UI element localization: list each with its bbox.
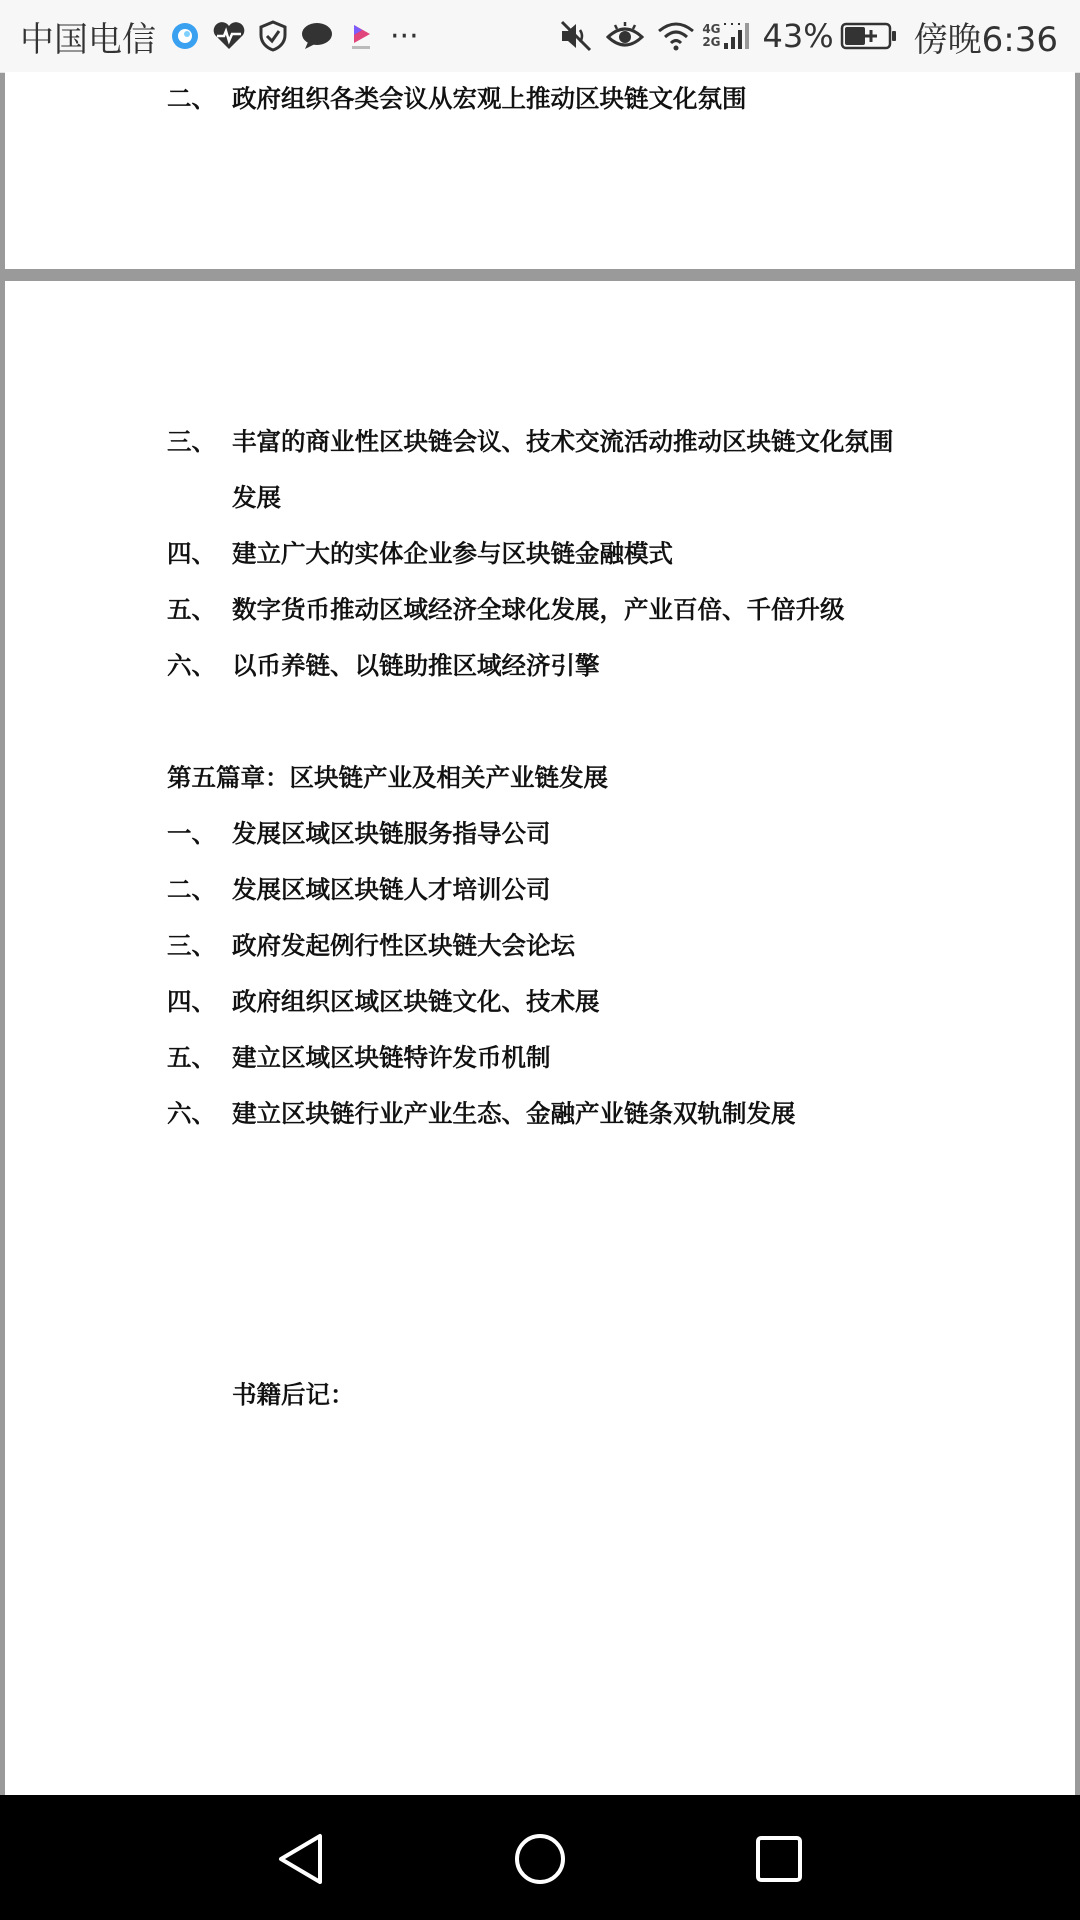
app-icon [170,21,200,51]
list-number: 四、 [167,539,216,568]
carrier-name: 中国电信 [20,19,156,60]
video-app-icon [346,20,376,52]
recents-button[interactable] [752,1832,806,1886]
chapter-title: 第五篇章：区块链产业及相关产业链发展 [167,763,608,792]
list-number: 五、 [167,595,216,624]
list-text: 数字货币推动区域经济全球化发展，产业百倍、千倍升级 [232,595,845,624]
home-icon [513,1832,567,1886]
battery-charging-icon [840,21,898,51]
list-number: 四、 [167,987,216,1016]
health-heart-icon [212,21,246,51]
chat-bubble-icon [300,21,334,51]
list-text: 建立区块链行业产业生态、金融产业链条双轨制发展 [232,1099,796,1128]
list-text: 以币养链、以链助推区域经济引擎 [232,651,600,680]
list-number: 二、 [167,875,216,904]
list-text: 政府发起例行性区块链大会论坛 [232,931,575,960]
list-text: 政府组织各类会议从宏观上推动区块链文化氛围 [232,84,747,113]
recents-icon [754,1834,804,1884]
list-text: 建立区域区块链特许发币机制 [232,1043,551,1072]
home-button[interactable] [513,1832,567,1886]
back-button[interactable] [274,1832,328,1886]
signal-icon [723,21,751,51]
mute-icon [558,19,594,53]
clock: 傍晚6:36 [913,19,1058,60]
list-number: 一、 [167,819,216,848]
battery-percent: 43% [762,17,834,55]
list-number: 二、 [167,84,216,113]
back-icon [276,1832,326,1886]
list-text: 发展区域区块链人才培训公司 [232,875,551,904]
wifi-icon [656,20,696,52]
document-page [5,72,1075,269]
list-text: 政府组织区域区块链文化、技术展 [232,987,600,1016]
list-text: 发展区域区块链服务指导公司 [232,819,551,848]
eye-comfort-icon [606,21,644,51]
list-number: 三、 [167,427,216,456]
list-number: 三、 [167,931,216,960]
list-text: 建立广大的实体企业参与区块链金融模式 [232,539,673,568]
network-type: 4G 2G [702,22,721,49]
notification-overflow: ··· [390,18,419,54]
document-page [5,281,1075,1795]
list-text: 丰富的商业性区块链会议、技术交流活动推动区块链文化氛围 [232,427,894,456]
status-bar [0,0,1080,73]
list-number: 五、 [167,1043,216,1072]
afterword-title: 书籍后记： [232,1380,355,1409]
list-number: 六、 [167,1099,216,1128]
list-number: 六、 [167,651,216,680]
shield-check-icon [258,20,288,52]
navigation-bar [0,1795,1080,1920]
list-text: 发展 [232,483,281,512]
